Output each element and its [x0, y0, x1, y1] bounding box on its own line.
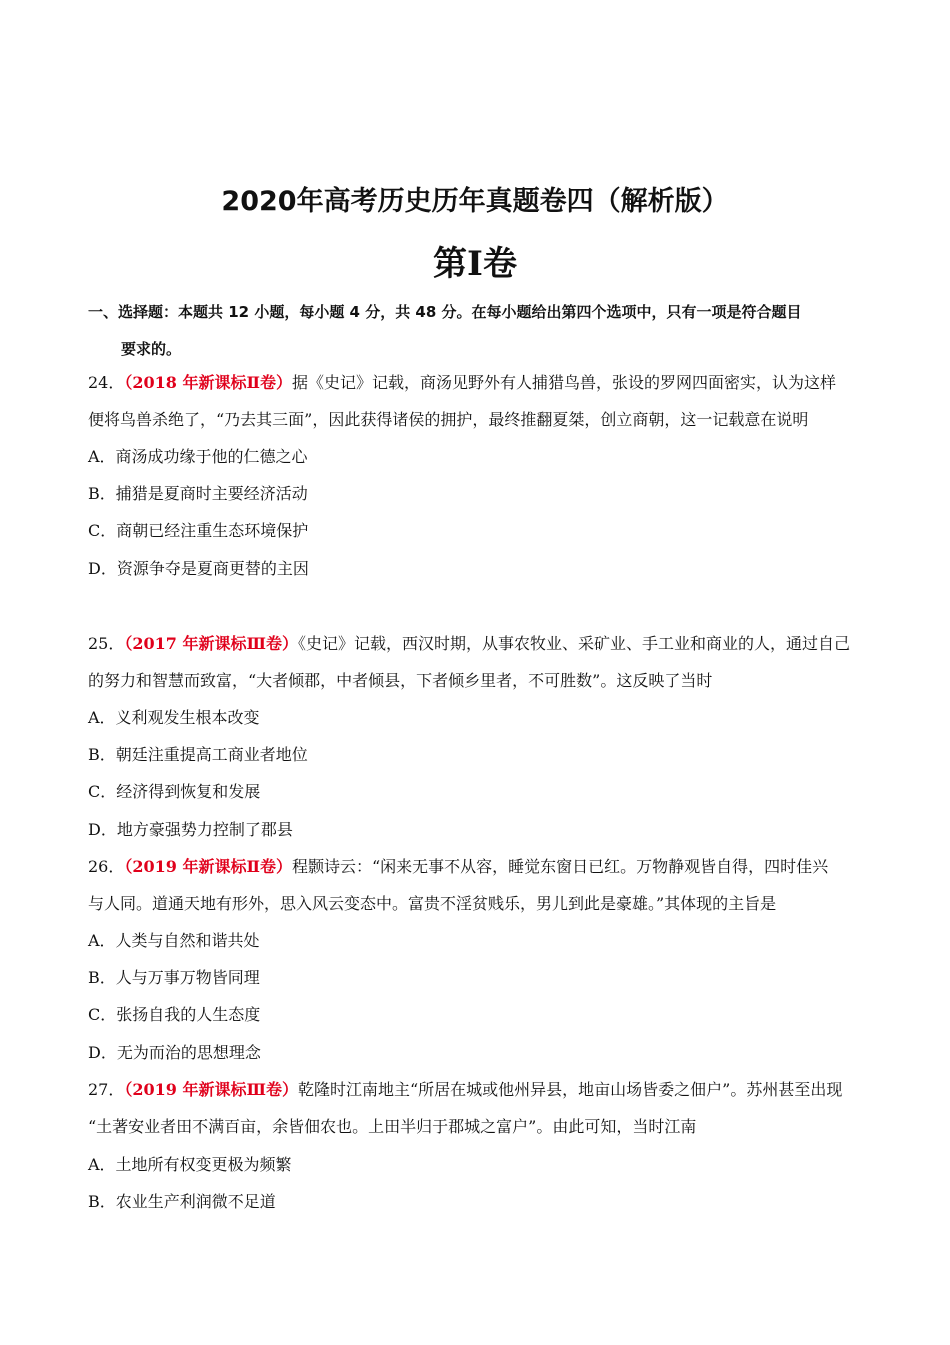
option-a: A．义利观发生根本改变: [88, 708, 260, 727]
question-source: （2017 年新课标Ⅲ卷）: [124, 634, 298, 653]
question-stem-line-2: 与人同。道通天地有形外，思入风云变态中。富贵不淫贫贱乐，男儿到此是豪雄。”其体现的主旨是: [88, 894, 777, 913]
question-stem-line-2: 的努力和智慧而致富，“大者倾郡，中者倾县，下者倾乡里者，不可胜数”。这反映了当时: [88, 671, 713, 690]
option-b: B．人与万事万物皆同理: [88, 968, 260, 987]
option-a: A．土地所有权变更极为频繁: [88, 1155, 292, 1174]
question-stem: 《史记》记载，西汉时期，从事农牧业、采矿业、手工业和商业的人，通过自己: [297, 634, 850, 653]
option-b: B．捕猎是夏商时主要经济活动: [88, 484, 308, 503]
document-title: 2020年高考历史历年真题卷四（解析版）: [221, 186, 729, 217]
option-d: D．资源争夺是夏商更替的主因: [88, 559, 309, 578]
option-a: A．人类与自然和谐共处: [88, 931, 260, 950]
option-d: D．无为而治的思想理念: [88, 1043, 261, 1062]
question-number: 26．: [88, 857, 125, 876]
option-c: C．商朝已经注重生态环境保护: [88, 521, 309, 540]
section-line-2: 要求的。: [121, 340, 182, 358]
question-stem-line-1: [88, 625, 868, 662]
option-b: B．朝廷注重提高工商业者地位: [88, 745, 308, 764]
section-instructions: [88, 294, 868, 368]
question-source: （2019 年新课标Ⅲ卷）: [124, 1080, 298, 1099]
question-stem: 据《史记》记载，商汤见野外有人捕猎鸟兽，张设的罗网四面密实，认为这样: [291, 373, 836, 392]
option-c: C．张扬自我的人生态度: [88, 1005, 261, 1024]
question-stem-line-1: [88, 848, 868, 885]
question-stem-line-2: “土著安业者田不满百亩，余皆佃农也。上田半归于郡城之富户”。由此可知，当时江南: [88, 1117, 697, 1136]
question-number: 24．: [88, 373, 125, 392]
question-number: 27．: [88, 1080, 125, 1099]
question-source: （2019 年新课标Ⅱ卷）: [124, 857, 292, 876]
question-stem-line-1: [88, 1071, 868, 1108]
question-stem-line-2: 便将鸟兽杀绝了，“乃去其三面”，因此获得诸侯的拥护，最终推翻夏桀，创立商朝，这一记载意在说明: [88, 410, 809, 429]
section-line-1: 一、选择题：本题共 12 小题，每小题 4 分，共 48 分。在每小题给出第四个选项中，只有一项是符合题目: [88, 303, 802, 321]
question-stem: 程颢诗云：“闲来无事不从容，睡觉东窗日已红。万物静观皆自得，四时佳兴: [291, 857, 829, 876]
option-b: B．农业生产利润微不足道: [88, 1192, 276, 1211]
option-d: D．地方豪强势力控制了郡县: [88, 820, 293, 839]
option-c: C．经济得到恢复和发展: [88, 782, 261, 801]
volume-title: 第Ⅰ卷: [433, 244, 517, 284]
question-source: （2018 年新课标Ⅱ卷）: [124, 373, 292, 392]
question-stem: 乾隆时江南地主“所居在城或他州异县，地亩山场皆委之佃户”。苏州甚至出现: [297, 1080, 843, 1099]
question-number: 25．: [88, 634, 125, 653]
question-stem-line-1: [88, 364, 868, 401]
option-a: A．商汤成功缘于他的仁德之心: [88, 447, 308, 466]
